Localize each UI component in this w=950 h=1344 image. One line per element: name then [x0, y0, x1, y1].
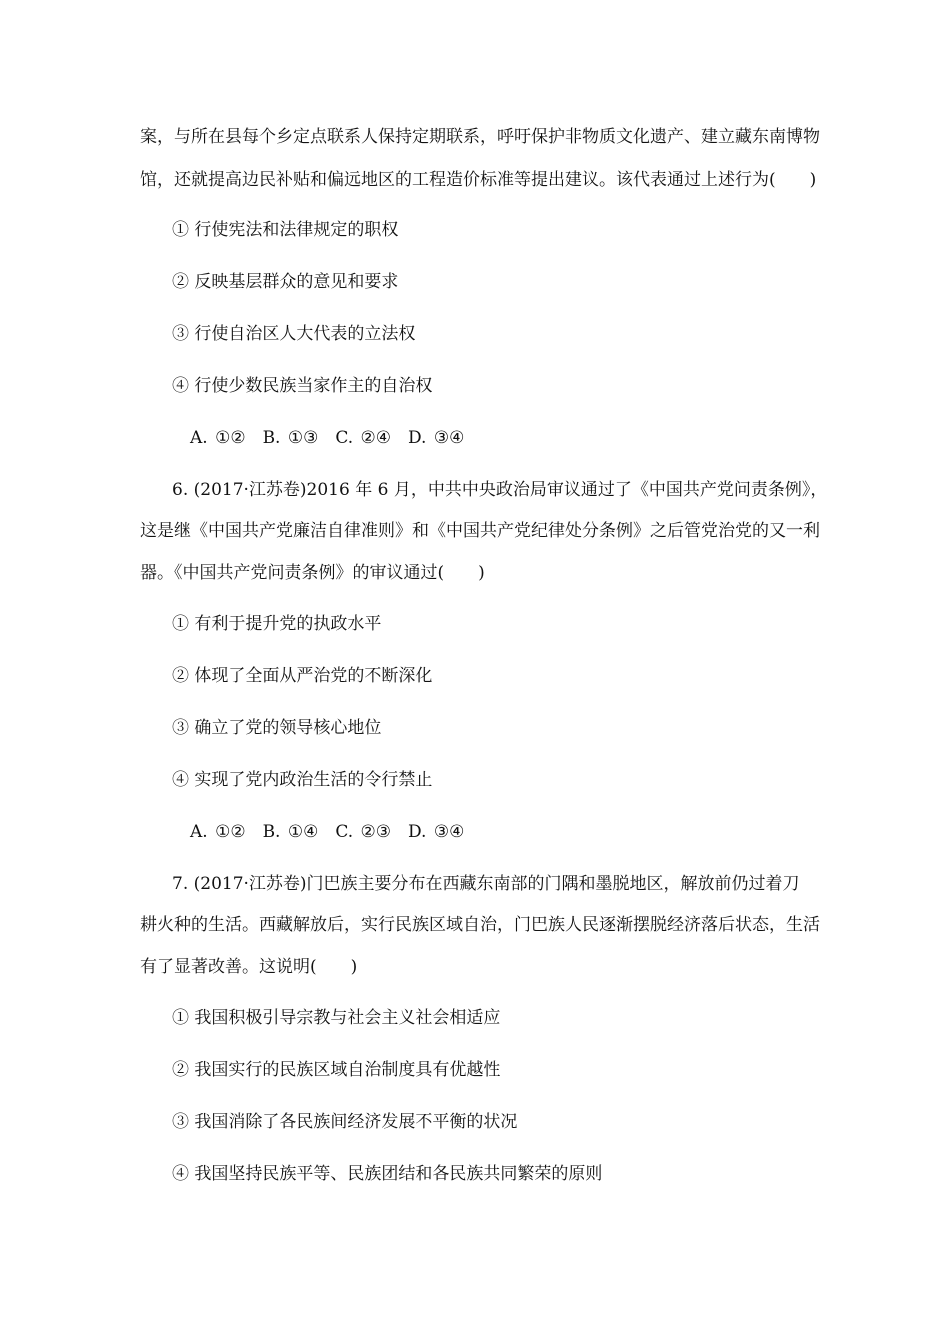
q7-option-3: ③ 我国消除了各民族间经济发展不平衡的状况 — [172, 1112, 518, 1132]
q7-option-1: ① 我国积极引导宗教与社会主义社会相适应 — [172, 1008, 501, 1028]
q6-option-1: ① 有利于提升党的执政水平 — [172, 614, 382, 634]
q5-option-4: ④ 行使少数民族当家作主的自治权 — [172, 376, 433, 396]
q5-option-3: ③ 行使自治区人大代表的立法权 — [172, 324, 416, 344]
q5-stem-line2: 馆，还就提高边民补贴和偏远地区的工程造价标准等提出建议。该代表通过上述行为( ) — [140, 170, 817, 190]
q5-option-2: ② 反映基层群众的意见和要求 — [172, 272, 399, 292]
q7-stem-line1: 7. (2017·江苏卷)门巴族主要分布在西藏东南部的门隅和墨脱地区，解放前仍过着刀 — [172, 874, 800, 894]
q5-option-1: ① 行使宪法和法律规定的职权 — [172, 220, 399, 240]
q6-stem-line2: 这是继《中国共产党廉洁自律准则》和《中国共产党纪律处分条例》之后管党治党的又一利 — [140, 521, 820, 541]
q5-stem-line1: 案，与所在县每个乡定点联系人保持定期联系，呼吁保护非物质文化遗产、建立藏东南博物 — [140, 127, 820, 147]
q6-stem-line3: 器。《中国共产党问责条例》的审议通过( ) — [140, 563, 485, 583]
q6-option-4: ④ 实现了党内政治生活的令行禁止 — [172, 770, 433, 790]
q7-stem-line2: 耕火种的生活。西藏解放后，实行民族区域自治，门巴族人民逐渐摆脱经济落后状态，生活 — [140, 915, 820, 935]
q7-option-4: ④ 我国坚持民族平等、民族团结和各民族共同繁荣的原则 — [172, 1164, 603, 1184]
q6-option-3: ③ 确立了党的领导核心地位 — [172, 718, 382, 738]
q6-answer-choices: A. ①② B. ①④ C. ②③ D. ③④ — [190, 822, 465, 842]
q6-option-2: ② 体现了全面从严治党的不断深化 — [172, 666, 433, 686]
q5-answer-choices: A. ①② B. ①③ C. ②④ D. ③④ — [190, 428, 465, 448]
q7-stem-line3: 有了显著改善。这说明( ) — [140, 957, 358, 977]
q7-option-2: ② 我国实行的民族区域自治制度具有优越性 — [172, 1060, 501, 1080]
q6-stem-line1: 6. (2017·江苏卷)2016 年 6 月，中共中央政治局审议通过了《中国共产党问责条例》， — [172, 480, 828, 500]
